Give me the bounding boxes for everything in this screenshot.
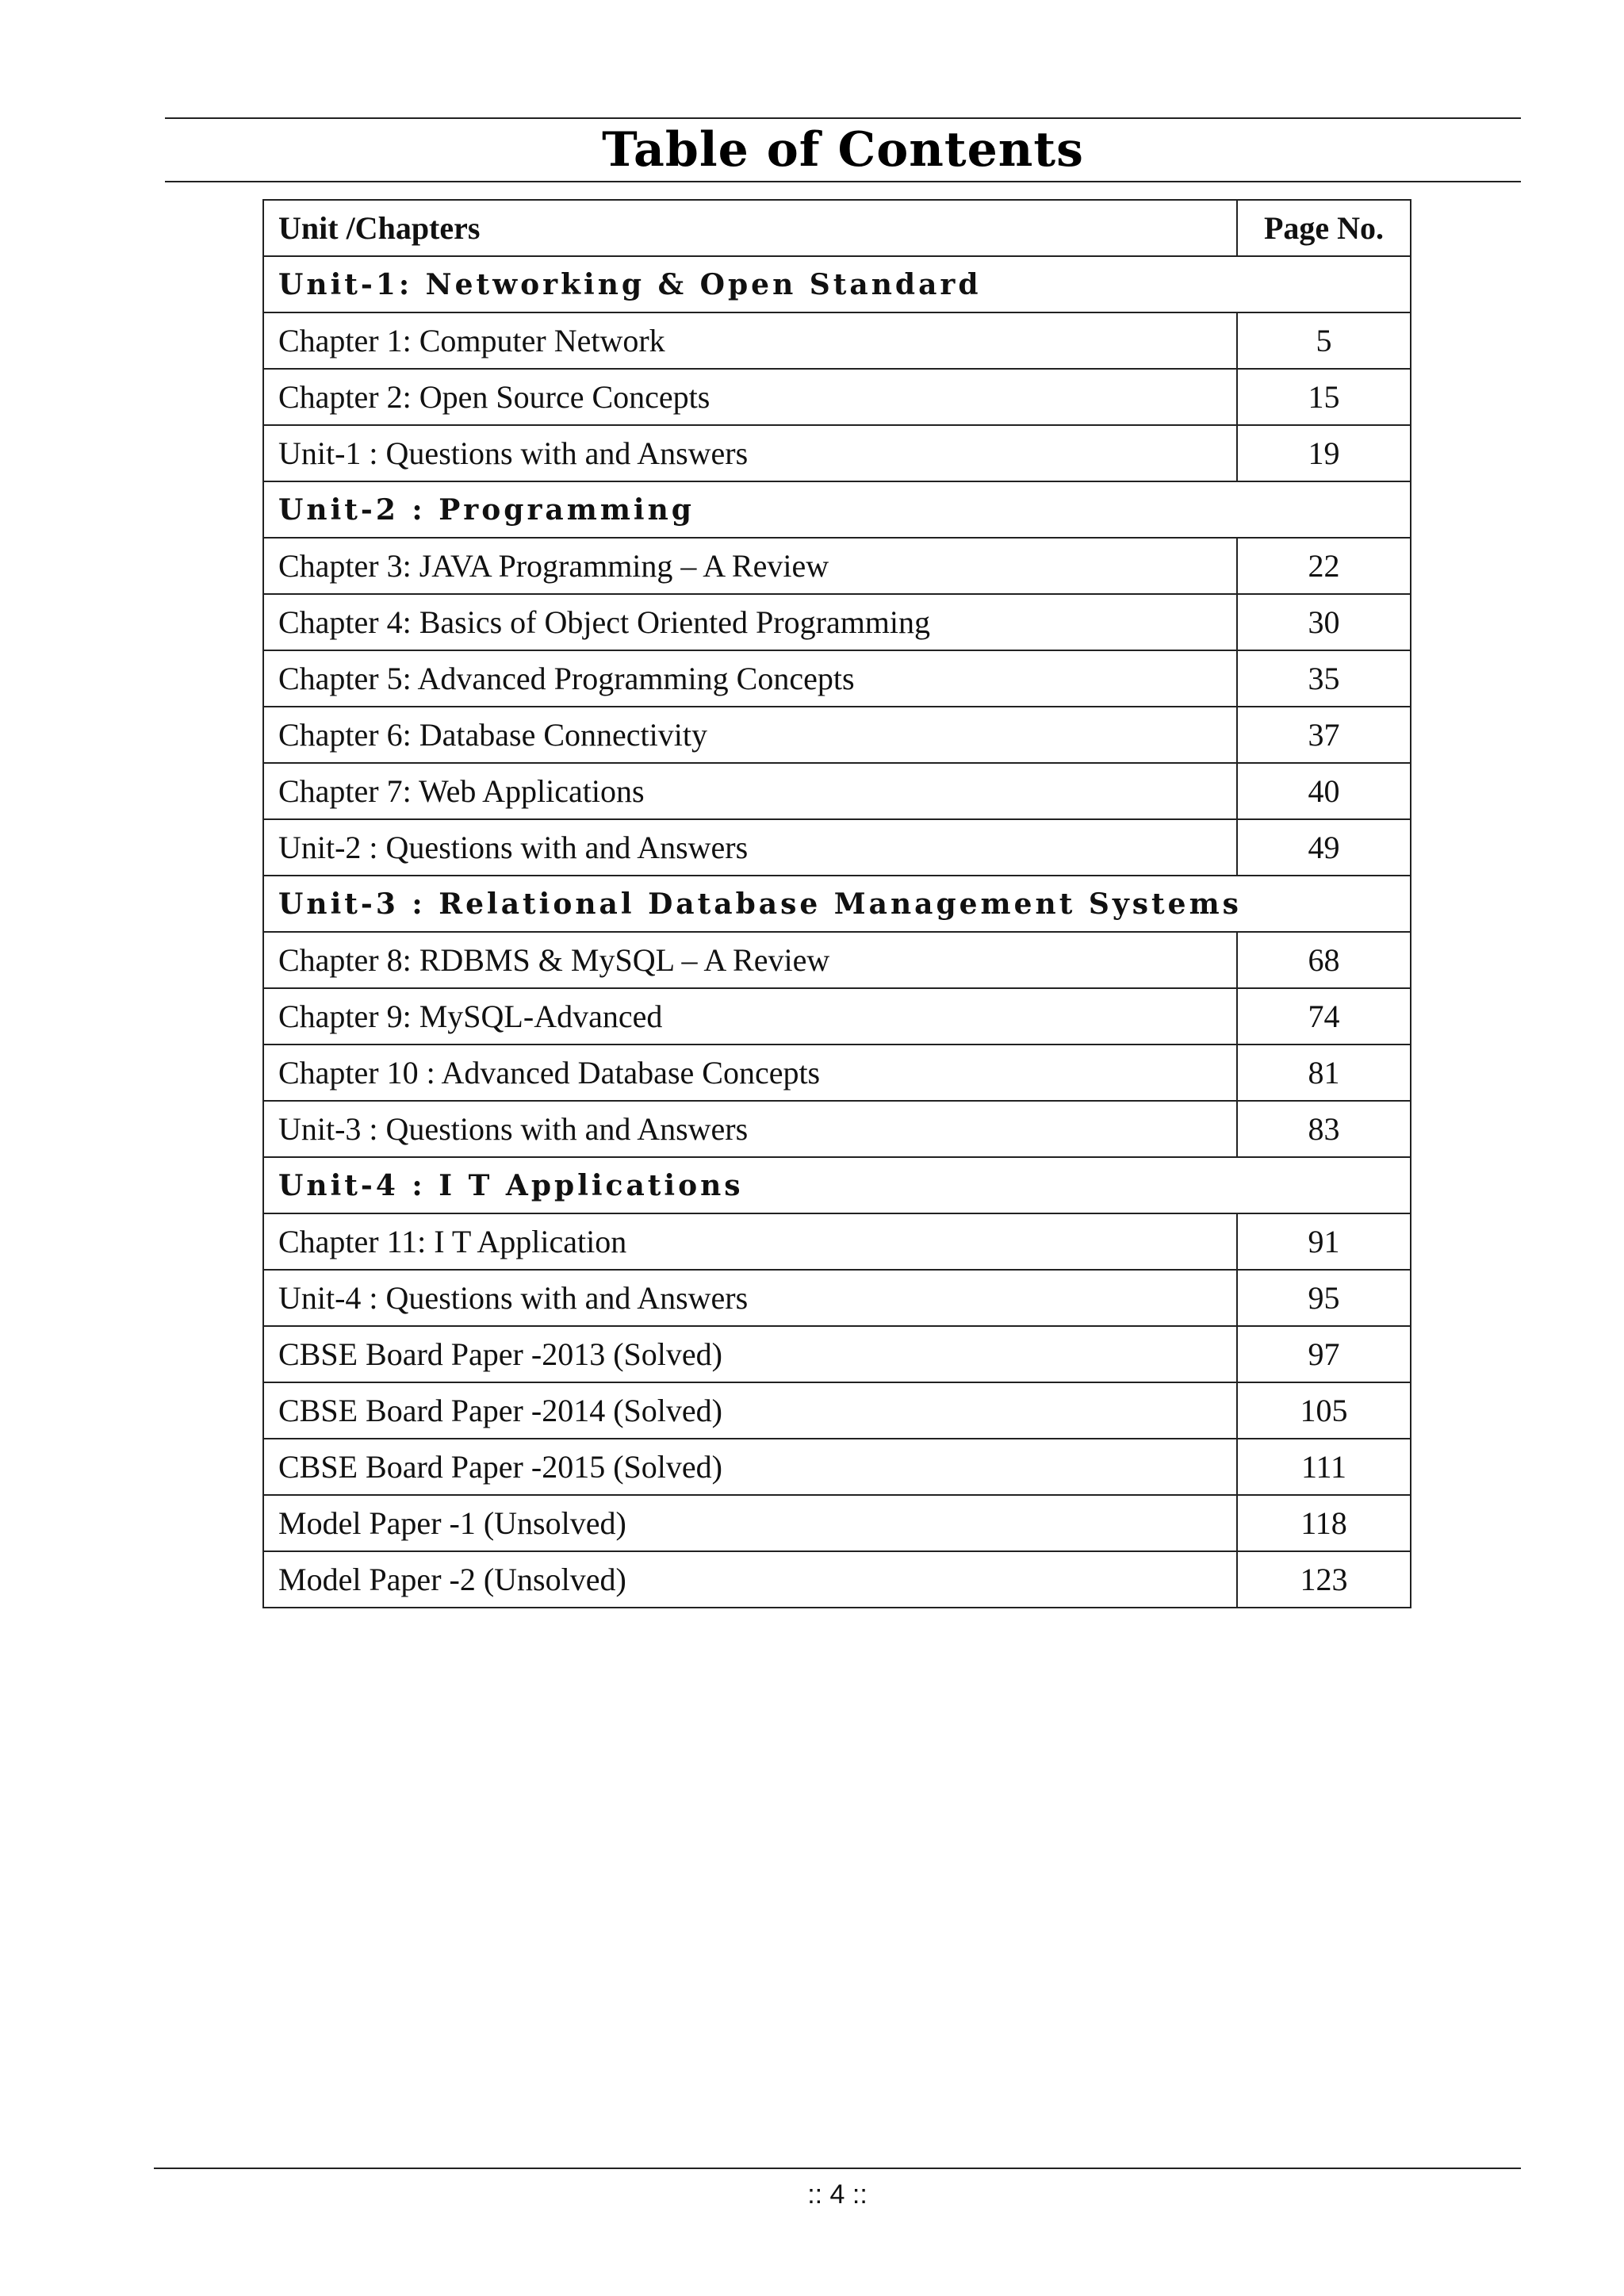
unit-heading-row: [263, 876, 1411, 932]
chapter-title: Chapter 4: Basics of Object Oriented Programming: [263, 594, 1237, 650]
page-number: 81: [1237, 1045, 1411, 1101]
table-row: [263, 819, 1411, 876]
table-row: [263, 932, 1411, 988]
page-number: 5: [1237, 312, 1411, 369]
page-number: 15: [1237, 369, 1411, 425]
chapter-title: CBSE Board Paper -2014 (Solved): [263, 1382, 1237, 1439]
title-top-rule: [165, 117, 1521, 119]
chapter-title: Unit-3 : Questions with and Answers: [263, 1101, 1237, 1157]
footer-rule: [154, 2168, 1521, 2169]
unit-heading: Unit-3 : Relational Database Management Systems: [263, 876, 1411, 932]
unit-heading-row: [263, 481, 1411, 538]
page-number: 91: [1237, 1213, 1411, 1270]
chapter-title: Model Paper -1 (Unsolved): [263, 1495, 1237, 1551]
table-row: [263, 1495, 1411, 1551]
chapter-title: Chapter 11: I T Application: [263, 1213, 1237, 1270]
chapter-title: Chapter 9: MySQL-Advanced: [263, 988, 1237, 1045]
unit-heading: Unit-2 : Programming: [263, 481, 1411, 538]
table-row: [263, 1326, 1411, 1382]
chapter-title: Unit-1 : Questions with and Answers: [263, 425, 1237, 481]
page-number: 35: [1237, 650, 1411, 707]
page-number: 68: [1237, 932, 1411, 988]
table-row: [263, 1382, 1411, 1439]
page-number: 105: [1237, 1382, 1411, 1439]
chapter-title: Chapter 1: Computer Network: [263, 312, 1237, 369]
page-number: 37: [1237, 707, 1411, 763]
table-row: [263, 1270, 1411, 1326]
chapter-title: Chapter 2: Open Source Concepts: [263, 369, 1237, 425]
page-number: 83: [1237, 1101, 1411, 1157]
table-row: [263, 1439, 1411, 1495]
page-number: 118: [1237, 1495, 1411, 1551]
table-row: [263, 538, 1411, 594]
page-column-header: Page No.: [1237, 200, 1411, 256]
table-row: [263, 1101, 1411, 1157]
page-number: 97: [1237, 1326, 1411, 1382]
table-row: [263, 594, 1411, 650]
unit-heading-row: [263, 256, 1411, 312]
table-row: [263, 312, 1411, 369]
chapter-title: Chapter 7: Web Applications: [263, 763, 1237, 819]
table-header-row: [263, 200, 1411, 256]
page-number: 19: [1237, 425, 1411, 481]
footer-page-number: :: 4 ::: [807, 2179, 868, 2210]
chapter-title: Unit-4 : Questions with and Answers: [263, 1270, 1237, 1326]
page-number: 49: [1237, 819, 1411, 876]
table-row: [263, 1551, 1411, 1608]
chapter-title: Chapter 6: Database Connectivity: [263, 707, 1237, 763]
chapter-title: Model Paper -2 (Unsolved): [263, 1551, 1237, 1608]
unit-heading: Unit-4 : I T Applications: [263, 1157, 1411, 1213]
chapter-title: Chapter 3: JAVA Programming – A Review: [263, 538, 1237, 594]
table-row: [263, 425, 1411, 481]
contents-table-body: [263, 256, 1411, 1608]
page-number: 40: [1237, 763, 1411, 819]
chapter-title: CBSE Board Paper -2013 (Solved): [263, 1326, 1237, 1382]
page-title: Table of Contents: [602, 122, 1084, 178]
page-number: 74: [1237, 988, 1411, 1045]
page-number: 22: [1237, 538, 1411, 594]
chapter-title: CBSE Board Paper -2015 (Solved): [263, 1439, 1237, 1495]
page-number: 123: [1237, 1551, 1411, 1608]
table-row: [263, 1213, 1411, 1270]
table-row: [263, 707, 1411, 763]
table-row: [263, 988, 1411, 1045]
chapters-column-header: Unit /Chapters: [263, 200, 1237, 256]
table-row: [263, 369, 1411, 425]
chapter-title: Chapter 5: Advanced Programming Concepts: [263, 650, 1237, 707]
unit-heading-row: [263, 1157, 1411, 1213]
page-number: 111: [1237, 1439, 1411, 1495]
unit-heading: Unit-1: Networking & Open Standard: [263, 256, 1411, 312]
table-row: [263, 1045, 1411, 1101]
chapter-title: Unit-2 : Questions with and Answers: [263, 819, 1237, 876]
table-row: [263, 763, 1411, 819]
title-bottom-rule: [165, 181, 1521, 182]
chapter-title: Chapter 10 : Advanced Database Concepts: [263, 1045, 1237, 1101]
contents-table: [262, 199, 1411, 1608]
page-number: 30: [1237, 594, 1411, 650]
page-number: 95: [1237, 1270, 1411, 1326]
chapter-title: Chapter 8: RDBMS & MySQL – A Review: [263, 932, 1237, 988]
table-row: [263, 650, 1411, 707]
